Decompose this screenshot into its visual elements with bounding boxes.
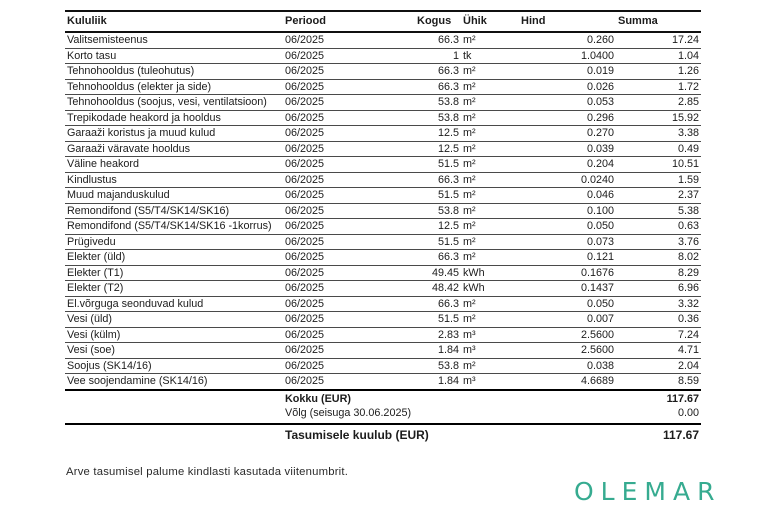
cell-summa: 10.51 <box>616 157 701 173</box>
cell-periood: 06/2025 <box>283 343 415 359</box>
cell-kululiik: Elekter (üld) <box>65 250 283 266</box>
summary-spacer <box>65 424 283 446</box>
cell-periood: 06/2025 <box>283 327 415 343</box>
cell-hind: 0.260 <box>519 32 616 48</box>
cell-hind: 0.296 <box>519 110 616 126</box>
summary-label: Võlg (seisuga 30.06.2025) <box>283 406 616 424</box>
table-row <box>65 110 701 126</box>
cell-summa: 17.24 <box>616 32 701 48</box>
cell-yhik: m² <box>461 312 519 328</box>
cell-kogus: 12.5 <box>415 219 461 235</box>
table-row <box>65 374 701 390</box>
cell-yhik: m² <box>461 95 519 111</box>
cell-summa: 1.26 <box>616 64 701 80</box>
table-row <box>65 172 701 188</box>
cell-periood: 06/2025 <box>283 141 415 157</box>
cell-yhik: m² <box>461 32 519 48</box>
cell-hind: 0.026 <box>519 79 616 95</box>
cell-yhik: m² <box>461 157 519 173</box>
cell-yhik: m² <box>461 110 519 126</box>
cell-hind: 0.046 <box>519 188 616 204</box>
cell-periood: 06/2025 <box>283 157 415 173</box>
cell-yhik: m² <box>461 219 519 235</box>
cell-kogus: 1.84 <box>415 343 461 359</box>
table-row <box>65 358 701 374</box>
cell-hind: 0.0240 <box>519 172 616 188</box>
col-header-hind: Hind <box>519 11 616 32</box>
cell-kululiik: Vesi (soe) <box>65 343 283 359</box>
summary-row <box>65 424 701 446</box>
cell-periood: 06/2025 <box>283 32 415 48</box>
cell-kululiik: Kindlustus <box>65 172 283 188</box>
olemar-logo: OLEMAR <box>574 477 722 506</box>
cell-kogus: 12.5 <box>415 141 461 157</box>
cell-hind: 0.204 <box>519 157 616 173</box>
table-row <box>65 157 701 173</box>
cell-hind: 0.270 <box>519 126 616 142</box>
cell-hind: 0.073 <box>519 234 616 250</box>
cell-yhik: m² <box>461 296 519 312</box>
cell-periood: 06/2025 <box>283 250 415 266</box>
cell-periood: 06/2025 <box>283 296 415 312</box>
cell-periood: 06/2025 <box>283 48 415 64</box>
cell-yhik: m² <box>461 126 519 142</box>
cell-kogus: 66.3 <box>415 79 461 95</box>
table-row <box>65 79 701 95</box>
cell-yhik: m³ <box>461 343 519 359</box>
cell-periood: 06/2025 <box>283 265 415 281</box>
summary-value: 117.67 <box>662 427 699 442</box>
cell-hind: 0.050 <box>519 219 616 235</box>
cell-summa: 3.32 <box>616 296 701 312</box>
table-body <box>65 32 701 390</box>
cell-periood: 06/2025 <box>283 281 415 297</box>
cell-kogus: 53.8 <box>415 358 461 374</box>
summary-label: Kokku (EUR) <box>283 390 616 407</box>
table-row <box>65 219 701 235</box>
cell-periood: 06/2025 <box>283 188 415 204</box>
cell-kululiik: Remondifond (S5/T4/SK14/SK16 -1korrus) <box>65 219 283 235</box>
cell-kogus: 51.5 <box>415 312 461 328</box>
cell-kululiik: Väline heakord <box>65 157 283 173</box>
cell-summa: 4.71 <box>616 343 701 359</box>
cell-summa: 2.04 <box>616 358 701 374</box>
table-row <box>65 95 701 111</box>
cell-yhik: m² <box>461 79 519 95</box>
cell-periood: 06/2025 <box>283 64 415 80</box>
cell-hind: 0.100 <box>519 203 616 219</box>
cell-summa: 0.63 <box>616 219 701 235</box>
cell-hind: 2.5600 <box>519 327 616 343</box>
cell-kululiik: Soojus (SK14/16) <box>65 358 283 374</box>
cell-kogus: 66.3 <box>415 296 461 312</box>
table-row <box>65 312 701 328</box>
cell-kogus: 53.8 <box>415 95 461 111</box>
cell-kogus: 66.3 <box>415 172 461 188</box>
table-header <box>65 11 701 32</box>
cell-kogus: 2.83 <box>415 327 461 343</box>
table-row <box>65 296 701 312</box>
cell-summa: 0.49 <box>616 141 701 157</box>
table-row <box>65 327 701 343</box>
col-header-yhik: Ühik <box>461 11 519 32</box>
cell-hind: 0.050 <box>519 296 616 312</box>
cell-kululiik: Garaaži väravate hooldus <box>65 141 283 157</box>
cell-hind: 0.007 <box>519 312 616 328</box>
cell-hind: 0.039 <box>519 141 616 157</box>
cell-kululiik: Elekter (T2) <box>65 281 283 297</box>
cell-hind: 0.121 <box>519 250 616 266</box>
cell-kululiik: Vesi (külm) <box>65 327 283 343</box>
cost-breakdown-table <box>65 10 701 445</box>
cell-hind: 0.038 <box>519 358 616 374</box>
cell-periood: 06/2025 <box>283 203 415 219</box>
cell-summa: 2.37 <box>616 188 701 204</box>
cell-yhik: m² <box>461 188 519 204</box>
summary-value: 117.67 <box>616 390 701 407</box>
cell-summa: 15.92 <box>616 110 701 126</box>
table-row <box>65 281 701 297</box>
cell-yhik: m² <box>461 358 519 374</box>
cell-yhik: m² <box>461 172 519 188</box>
cell-periood: 06/2025 <box>283 110 415 126</box>
cell-kululiik: Vesi (üld) <box>65 312 283 328</box>
cell-periood: 06/2025 <box>283 374 415 390</box>
table-row <box>65 141 701 157</box>
table-row <box>65 188 701 204</box>
cell-summa: 1.59 <box>616 172 701 188</box>
col-header-kululiik: Kululiik <box>65 11 283 32</box>
cell-yhik: kWh <box>461 265 519 281</box>
table-row <box>65 265 701 281</box>
cell-kogus: 48.42 <box>415 281 461 297</box>
cell-kululiik: Trepikodade heakord ja hooldus <box>65 110 283 126</box>
cell-hind: 0.053 <box>519 95 616 111</box>
cell-kululiik: Tehnohooldus (elekter ja side) <box>65 79 283 95</box>
table-row <box>65 32 701 48</box>
cell-yhik: m² <box>461 234 519 250</box>
cell-periood: 06/2025 <box>283 172 415 188</box>
cell-yhik: m² <box>461 141 519 157</box>
cell-periood: 06/2025 <box>283 219 415 235</box>
table-row <box>65 126 701 142</box>
cell-summa: 8.29 <box>616 265 701 281</box>
summary-row <box>65 406 701 424</box>
col-header-kogus: Kogus <box>415 11 461 32</box>
table-summary <box>65 390 701 446</box>
cell-kogus: 51.5 <box>415 234 461 250</box>
cell-periood: 06/2025 <box>283 79 415 95</box>
summary-label: Tasumisele kuulub (EUR) <box>285 427 429 442</box>
cell-kululiik: Korto tasu <box>65 48 283 64</box>
cell-hind: 0.1676 <box>519 265 616 281</box>
cell-kogus: 1 <box>415 48 461 64</box>
cell-kogus: 66.3 <box>415 64 461 80</box>
cell-summa: 7.24 <box>616 327 701 343</box>
cell-kogus: 53.8 <box>415 203 461 219</box>
cell-summa: 1.04 <box>616 48 701 64</box>
cell-kululiik: Elekter (T1) <box>65 265 283 281</box>
table-header-row <box>65 11 701 32</box>
cell-summa: 0.36 <box>616 312 701 328</box>
table-row <box>65 343 701 359</box>
cell-kululiik: Muud majanduskulud <box>65 188 283 204</box>
cell-summa: 8.59 <box>616 374 701 390</box>
cell-periood: 06/2025 <box>283 312 415 328</box>
cell-hind: 2.5600 <box>519 343 616 359</box>
cell-kogus: 66.3 <box>415 32 461 48</box>
cell-hind: 0.1437 <box>519 281 616 297</box>
cell-periood: 06/2025 <box>283 234 415 250</box>
cell-kogus: 51.5 <box>415 157 461 173</box>
cell-summa: 1.72 <box>616 79 701 95</box>
summary-spacer <box>65 390 283 407</box>
col-header-summa: Summa <box>616 11 701 32</box>
cell-summa: 8.02 <box>616 250 701 266</box>
cell-kululiik: Tehnohooldus (tuleohutus) <box>65 64 283 80</box>
cell-hind: 4.6689 <box>519 374 616 390</box>
cell-kogus: 53.8 <box>415 110 461 126</box>
cell-kogus: 66.3 <box>415 250 461 266</box>
cell-kululiik: Garaaži koristus ja muud kulud <box>65 126 283 142</box>
cell-yhik: m² <box>461 203 519 219</box>
cell-yhik: m³ <box>461 374 519 390</box>
cell-periood: 06/2025 <box>283 126 415 142</box>
cell-periood: 06/2025 <box>283 358 415 374</box>
cell-yhik: kWh <box>461 281 519 297</box>
col-header-periood: Periood <box>283 11 415 32</box>
summary-row <box>65 390 701 407</box>
cell-kogus: 49.45 <box>415 265 461 281</box>
table-row <box>65 234 701 250</box>
cell-summa: 5.38 <box>616 203 701 219</box>
cell-kogus: 51.5 <box>415 188 461 204</box>
cell-summa: 3.38 <box>616 126 701 142</box>
cell-kululiik: Prügivedu <box>65 234 283 250</box>
cell-summa: 3.76 <box>616 234 701 250</box>
cell-kululiik: Valitsemisteenus <box>65 32 283 48</box>
cell-yhik: tk <box>461 48 519 64</box>
summary-value: 0.00 <box>616 406 701 424</box>
table-row <box>65 48 701 64</box>
cell-kululiik: Remondifond (S5/T4/SK14/SK16) <box>65 203 283 219</box>
cell-periood: 06/2025 <box>283 95 415 111</box>
cell-kululiik: Vee soojendamine (SK14/16) <box>65 374 283 390</box>
table-row <box>65 64 701 80</box>
cell-hind: 0.019 <box>519 64 616 80</box>
cell-hind: 1.0400 <box>519 48 616 64</box>
table-row <box>65 250 701 266</box>
cell-yhik: m² <box>461 64 519 80</box>
cell-kogus: 1.84 <box>415 374 461 390</box>
cell-kogus: 12.5 <box>415 126 461 142</box>
summary-spacer <box>65 406 283 424</box>
table-row <box>65 203 701 219</box>
cell-kululiik: El.võrguga seonduvad kulud <box>65 296 283 312</box>
payment-note: Arve tasumisel palume kindlasti kasutada viitenumbrit. <box>66 466 349 478</box>
cell-yhik: m² <box>461 250 519 266</box>
cell-kululiik: Tehnohooldus (soojus, vesi, ventilatsioon) <box>65 95 283 111</box>
cell-yhik: m³ <box>461 327 519 343</box>
cell-summa: 6.96 <box>616 281 701 297</box>
cell-summa: 2.85 <box>616 95 701 111</box>
